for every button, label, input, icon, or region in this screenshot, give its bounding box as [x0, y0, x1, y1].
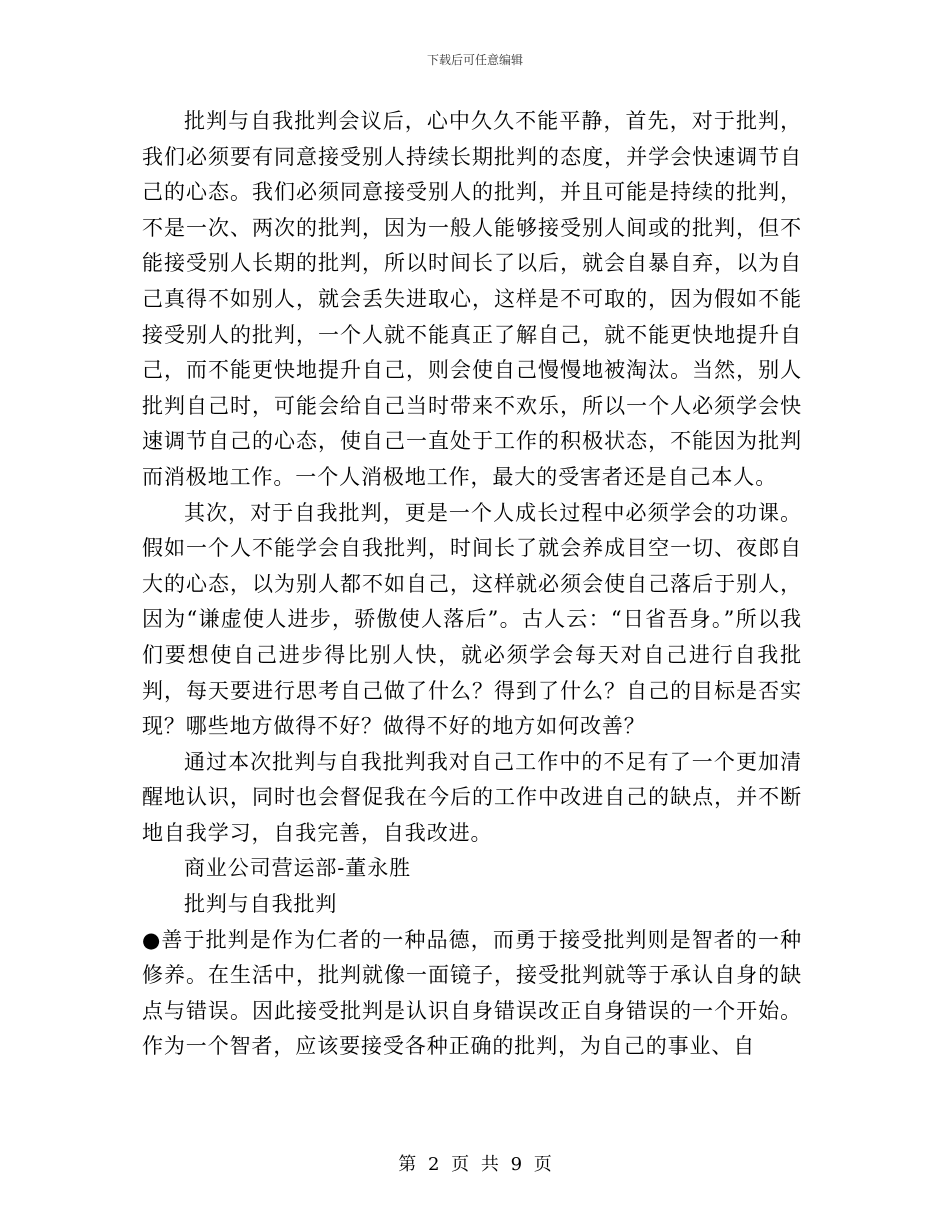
paragraph-criticism-meeting: 批判与自我批判会议后，心中久久不能平静，首先，对于批判，我们必须要有同意接受别人持续长期批判的态度，并学会快速调节自己的心态。我们必须同意接受别人的批判，并且可能是持续的批判，不是一次、两次的批判，因为一般人能够接受别人间或的批判，但不能接受别人长期的批判，所以时间长了以后，就会自暴自弃，以为自己真得不如别人，就会丢失进取心，这样是不可取的，因为假如不能接受别人的批判，一个人就不能真正了解自己，就不能更快地提升自己，而不能更快地提升自己，则会使自己慢慢地被淘汰。当然，别人批判自己时，可能会给自己当时带来不欢乐，所以一个人必须学会快速调节自己的心态，使自己一直处于工作的积极状态，不能因为批判而消极地工作。一个人消极地工作，最大的受害者还是自己本人。 — [142, 109, 802, 489]
paragraph-bullet-criticism: ●善于批判是作为仁者的一种品德，而勇于接受批判则是智者的一种修养。在生活中，批判就像一面镜子，接受批判就等于承认自身的缺点与错误。因此接受批判是认识自身错误改正自身错误的一个开始。作为一个智者，应该要接受各种正确的批判，为自己的事业、自 — [142, 927, 802, 1059]
document-body — [142, 104, 802, 1065]
author-signature: 商业公司营运部-董永胜 — [184, 856, 411, 881]
paragraph-conclusion: 通过本次批判与自我批判我对自己工作中的不足有了一个更加清醒地认识，同时也会督促我在今后的工作中改进自己的缺点，并不断地自我学习，自我完善，自我改进。 — [142, 749, 802, 845]
section-title: 批判与自我批判 — [184, 892, 338, 917]
page-header: 下载后可任意编辑 — [426, 53, 523, 67]
paragraph-self-criticism: 其次，对于自我批判，更是一个人成长过程中必须学会的功课。假如一个人不能学会自我批判，时间长了就会养成目空一切、夜郎自大的心态，以为别人都不如自己，这样就必须会使自己落后于别人，因为“谦虚使人进步，骄傲使人落后”。古人云：“日省吾身。”所以我们要想使自己进步得比别人快，就必须学会每天对自己进行自我批判，每天要进行思考自己做了什么？得到了什么？自己的目标是否实现？哪些地方做得不好？做得不好的地方如何改善？ — [142, 500, 802, 739]
page-number: 第 2 页 共 9 页 — [398, 1154, 552, 1175]
